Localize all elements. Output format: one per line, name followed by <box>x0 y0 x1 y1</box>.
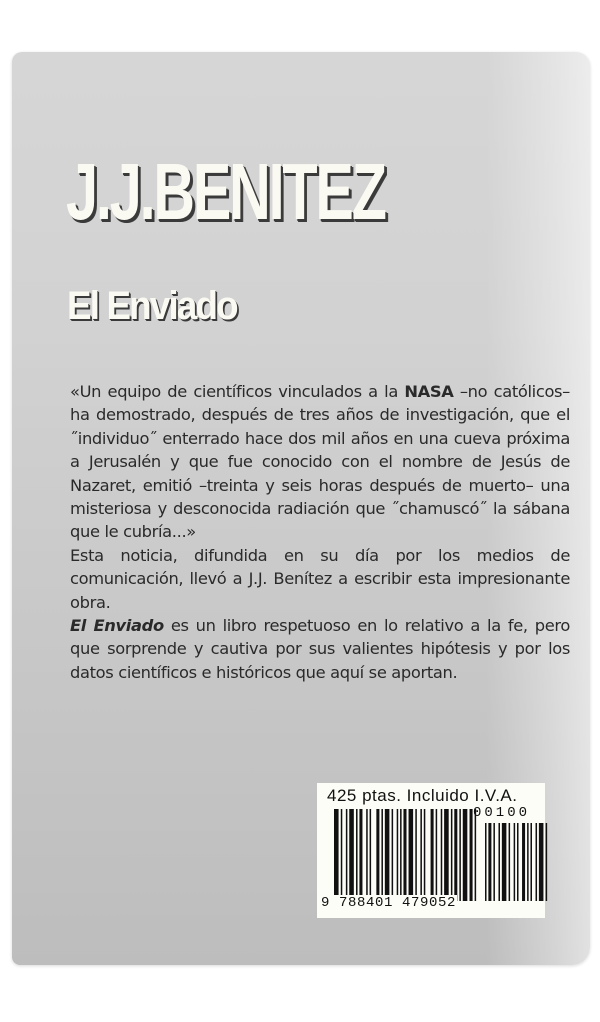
price-text: 425 ptas. Incluido I.V.A. <box>327 786 518 805</box>
title-emphasis: El Enviado <box>70 616 164 636</box>
author-name: J.J.BENITEZ <box>66 147 385 236</box>
book-back-cover <box>12 52 590 965</box>
blurb-paragraph-3: El Enviado es un libro respetuoso en lo relativo a la fe, pero que sorprende y cautiva por sus valientes hipótesis y por los datos científicos e históricos que aquí se aportan. <box>70 616 570 682</box>
isbn-number: 9 788401 479052 <box>321 895 457 911</box>
addon-number: 00100 <box>473 805 531 821</box>
barcode-label <box>317 783 545 918</box>
blurb-paragraph-2: Esta noticia, difundida en su día por los medios de comunicación, llevó a J.J. Benítez a escribir esta impresionante obra. <box>70 545 570 612</box>
addon-barcode-icon <box>485 823 549 901</box>
isbn-barcode-icon <box>334 809 478 901</box>
blurb-text <box>70 380 570 684</box>
book-title: El Enviado <box>67 284 237 328</box>
nasa-emphasis: NASA <box>404 382 454 401</box>
blurb-quote: «Un equipo de científicos vinculados a la NASA –no católicos– ha demostrado, después de tres años de investigación, que el ˝individuo˝ enterrado hace dos mil años en una cueva próxima a Jerusalén y que fue conocido con el nombre de Jesús de Nazaret, emitió –treinta y seis horas después de muerto– una misteriosa y desconocida radiación que ˝chamuscó˝ la sábana que le cubría...» <box>70 382 570 542</box>
